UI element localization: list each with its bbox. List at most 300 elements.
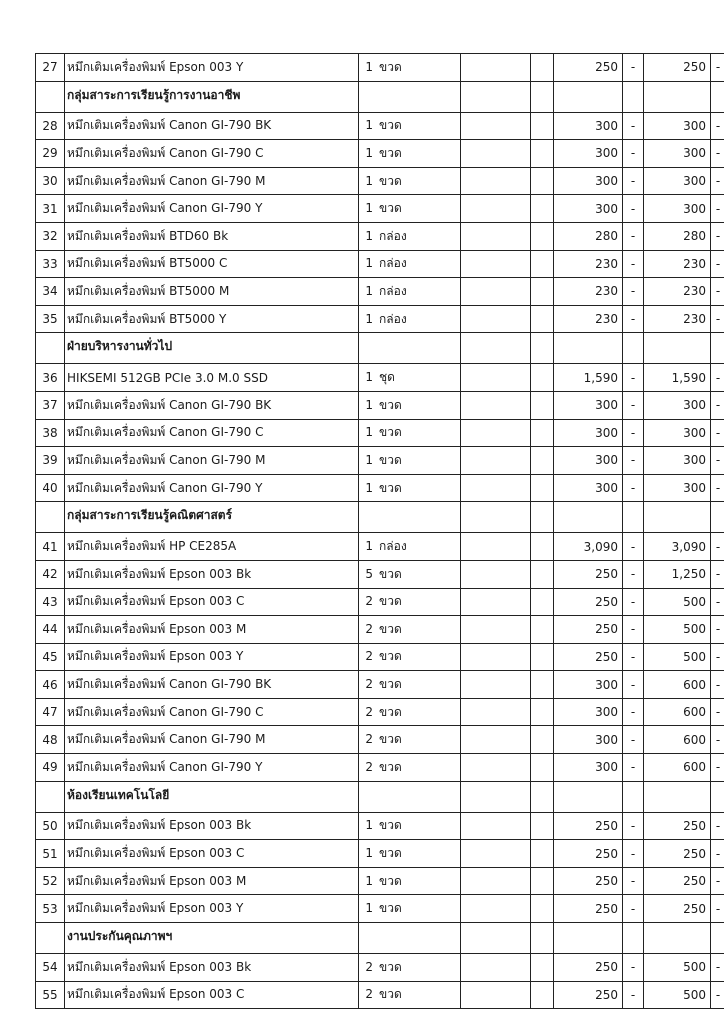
total-price: 500 <box>644 981 711 1009</box>
quantity-value: 1 <box>365 228 373 243</box>
unit-price-fraction: - <box>623 474 644 502</box>
quantity-unit: ขวด <box>379 818 402 833</box>
quantity-cell <box>359 671 461 699</box>
table-row <box>36 954 724 982</box>
table-row <box>36 560 724 588</box>
quantity-cell <box>359 560 461 588</box>
table-row <box>36 812 724 840</box>
quantity-cell <box>359 333 461 364</box>
quantity-value: 1 <box>365 397 373 412</box>
row-number: 37 <box>36 391 65 419</box>
unit-price-fraction: - <box>623 112 644 140</box>
unit-price-cell <box>554 781 623 812</box>
total-price-fraction: - <box>711 112 724 140</box>
quantity-unit: ขวด <box>379 759 402 774</box>
row-number: 50 <box>36 812 65 840</box>
unit-price-fraction: - <box>623 954 644 982</box>
section-heading-row <box>36 781 724 812</box>
total-price-fraction: - <box>711 278 724 306</box>
unit-price: 230 <box>554 278 623 306</box>
blank-cell <box>531 981 554 1009</box>
unit-price-fraction: - <box>623 533 644 561</box>
total-price: 500 <box>644 954 711 982</box>
unit-price: 300 <box>554 419 623 447</box>
unit-price-fraction: - <box>623 812 644 840</box>
item-description: หมึกเติมเครื่องพิมพ์ Canon GI-790 Y <box>65 754 359 782</box>
total-price-fraction: - <box>711 671 724 699</box>
total-price-fraction: - <box>711 364 724 392</box>
table-row <box>36 643 724 671</box>
quantity-value: 1 <box>365 452 373 467</box>
blank-cell <box>461 222 531 250</box>
blank-cell <box>461 140 531 168</box>
row-number: 52 <box>36 867 65 895</box>
section-heading-label: งานประกันคุณภาพฯ <box>65 923 359 954</box>
item-description: หมึกเติมเครื่องพิมพ์ Canon GI-790 C <box>65 419 359 447</box>
total-price-fraction: - <box>711 167 724 195</box>
unit-price: 250 <box>554 588 623 616</box>
quantity-cell <box>359 616 461 644</box>
blank-cell <box>461 923 531 954</box>
row-number: 54 <box>36 954 65 982</box>
unit-price-fraction-cell <box>623 923 644 954</box>
blank-cell <box>531 278 554 306</box>
section-heading-label: ฝ่ายบริหารงานทั่วไป <box>65 333 359 364</box>
item-description: หมึกเติมเครื่องพิมพ์ Epson 003 Bk <box>65 812 359 840</box>
table-row <box>36 250 724 278</box>
blank-cell <box>461 643 531 671</box>
item-description: หมึกเติมเครื่องพิมพ์ BT5000 M <box>65 278 359 306</box>
quantity-unit: ขวด <box>379 425 402 440</box>
quantity-value: 1 <box>365 311 373 326</box>
blank-cell <box>531 954 554 982</box>
quantity-value: 2 <box>365 649 373 664</box>
row-number: 31 <box>36 195 65 223</box>
blank-cell <box>531 447 554 475</box>
quantity-cell <box>359 167 461 195</box>
table-row <box>36 222 724 250</box>
row-number-cell <box>36 502 65 533</box>
blank-cell <box>531 419 554 447</box>
unit-price: 300 <box>554 140 623 168</box>
row-number: 32 <box>36 222 65 250</box>
quantity-cell <box>359 250 461 278</box>
unit-price: 250 <box>554 840 623 868</box>
row-number: 39 <box>36 447 65 475</box>
item-description: หมึกเติมเครื่องพิมพ์ Epson 003 C <box>65 840 359 868</box>
item-description: หมึกเติมเครื่องพิมพ์ Epson 003 Bk <box>65 560 359 588</box>
blank-cell <box>531 533 554 561</box>
row-number: 35 <box>36 305 65 333</box>
blank-cell <box>461 474 531 502</box>
total-price-fraction: - <box>711 840 724 868</box>
quantity-value: 2 <box>365 759 373 774</box>
blank-cell <box>461 895 531 923</box>
row-number: 27 <box>36 54 65 82</box>
unit-price-fraction: - <box>623 671 644 699</box>
row-number: 34 <box>36 278 65 306</box>
quantity-value: 1 <box>365 901 373 916</box>
unit-price-fraction-cell <box>623 333 644 364</box>
unit-price: 250 <box>554 54 623 82</box>
unit-price: 300 <box>554 726 623 754</box>
quantity-value: 1 <box>365 256 373 271</box>
table-row <box>36 447 724 475</box>
quantity-unit: ขวด <box>379 480 402 495</box>
quantity-unit: กล่อง <box>379 228 407 243</box>
section-heading-row <box>36 333 724 364</box>
unit-price: 300 <box>554 754 623 782</box>
unit-price-fraction: - <box>623 140 644 168</box>
table-row <box>36 474 724 502</box>
blank-cell <box>531 560 554 588</box>
section-heading-row <box>36 923 724 954</box>
table-row <box>36 112 724 140</box>
table-row <box>36 305 724 333</box>
item-description: หมึกเติมเครื่องพิมพ์ Canon GI-790 BK <box>65 112 359 140</box>
blank-cell <box>531 867 554 895</box>
table-row <box>36 140 724 168</box>
blank-cell <box>531 698 554 726</box>
row-number: 42 <box>36 560 65 588</box>
unit-price-fraction: - <box>623 588 644 616</box>
total-price-cell <box>644 502 711 533</box>
item-description: หมึกเติมเครื่องพิมพ์ Epson 003 Y <box>65 54 359 82</box>
table-row <box>36 726 724 754</box>
total-price-fraction: - <box>711 895 724 923</box>
row-number: 48 <box>36 726 65 754</box>
total-price-fraction: - <box>711 698 724 726</box>
quantity-value: 1 <box>365 480 373 495</box>
blank-cell <box>531 754 554 782</box>
blank-cell <box>461 250 531 278</box>
total-price-cell <box>644 781 711 812</box>
item-description: หมึกเติมเครื่องพิมพ์ Epson 003 Bk <box>65 954 359 982</box>
blank-cell <box>531 305 554 333</box>
table-row <box>36 167 724 195</box>
total-price-fraction: - <box>711 867 724 895</box>
unit-price-fraction: - <box>623 840 644 868</box>
quantity-cell <box>359 895 461 923</box>
total-price-fraction-cell <box>711 81 724 112</box>
quantity-unit: ขวด <box>379 397 402 412</box>
blank-cell <box>461 698 531 726</box>
row-number: 53 <box>36 895 65 923</box>
table-row <box>36 616 724 644</box>
quantity-cell <box>359 364 461 392</box>
quantity-value: 1 <box>365 818 373 833</box>
quantity-value: 2 <box>365 621 373 636</box>
quantity-unit: ขวด <box>379 566 402 581</box>
unit-price: 250 <box>554 812 623 840</box>
total-price: 1,590 <box>644 364 711 392</box>
unit-price-fraction: - <box>623 364 644 392</box>
item-description: หมึกเติมเครื่องพิมพ์ Epson 003 M <box>65 867 359 895</box>
total-price-fraction: - <box>711 533 724 561</box>
table-row <box>36 54 724 82</box>
blank-cell <box>461 726 531 754</box>
blank-cell <box>461 616 531 644</box>
blank-cell <box>461 981 531 1009</box>
unit-price-cell <box>554 923 623 954</box>
quantity-cell <box>359 195 461 223</box>
quantity-value: 2 <box>365 987 373 1002</box>
total-price-fraction: - <box>711 391 724 419</box>
quantity-unit: ขวด <box>379 201 402 216</box>
unit-price-fraction: - <box>623 698 644 726</box>
blank-cell <box>531 895 554 923</box>
unit-price-fraction-cell <box>623 502 644 533</box>
blank-cell <box>461 364 531 392</box>
unit-price: 250 <box>554 616 623 644</box>
total-price-fraction-cell <box>711 781 724 812</box>
row-number-cell <box>36 923 65 954</box>
quantity-cell <box>359 140 461 168</box>
quantity-value: 2 <box>365 732 373 747</box>
total-price-fraction: - <box>711 726 724 754</box>
item-description: หมึกเติมเครื่องพิมพ์ Canon GI-790 BK <box>65 671 359 699</box>
quantity-value: 2 <box>365 704 373 719</box>
blank-cell <box>531 81 554 112</box>
total-price-fraction: - <box>711 447 724 475</box>
quantity-cell <box>359 698 461 726</box>
total-price: 500 <box>644 643 711 671</box>
total-price: 230 <box>644 278 711 306</box>
blank-cell <box>531 812 554 840</box>
blank-cell <box>531 923 554 954</box>
table-row <box>36 391 724 419</box>
unit-price: 300 <box>554 671 623 699</box>
quantity-unit: ขวด <box>379 118 402 133</box>
unit-price-fraction: - <box>623 643 644 671</box>
blank-cell <box>531 643 554 671</box>
blank-cell <box>461 81 531 112</box>
quantity-unit: ขวด <box>379 987 402 1002</box>
total-price: 600 <box>644 754 711 782</box>
quantity-unit: ขวด <box>379 145 402 160</box>
unit-price: 300 <box>554 447 623 475</box>
unit-price: 250 <box>554 981 623 1009</box>
total-price: 300 <box>644 419 711 447</box>
total-price-fraction: - <box>711 588 724 616</box>
total-price-fraction: - <box>711 222 724 250</box>
total-price: 300 <box>644 167 711 195</box>
table-row <box>36 840 724 868</box>
quantity-unit: ขวด <box>379 173 402 188</box>
section-heading-label: กลุ่มสาระการเรียนรู้การงานอาชีพ <box>65 81 359 112</box>
total-price-fraction: - <box>711 812 724 840</box>
blank-cell <box>461 812 531 840</box>
quantity-cell <box>359 278 461 306</box>
row-number: 41 <box>36 533 65 561</box>
quantity-cell <box>359 981 461 1009</box>
table-row <box>36 698 724 726</box>
blank-cell <box>461 278 531 306</box>
quantity-value: 1 <box>365 539 373 554</box>
total-price-cell <box>644 333 711 364</box>
total-price-fraction: - <box>711 419 724 447</box>
total-price: 300 <box>644 112 711 140</box>
table-row <box>36 895 724 923</box>
quantity-value: 1 <box>365 425 373 440</box>
row-number: 33 <box>36 250 65 278</box>
unit-price-fraction: - <box>623 616 644 644</box>
unit-price-fraction: - <box>623 895 644 923</box>
item-description: HIKSEMI 512GB PCIe 3.0 M.0 SSD <box>65 364 359 392</box>
total-price-fraction-cell <box>711 923 724 954</box>
total-price: 600 <box>644 726 711 754</box>
blank-cell <box>531 616 554 644</box>
total-price-fraction: - <box>711 981 724 1009</box>
blank-cell <box>531 726 554 754</box>
item-description: หมึกเติมเครื่องพิมพ์ Canon GI-790 M <box>65 447 359 475</box>
quantity-unit: ชุด <box>379 370 395 385</box>
item-description: หมึกเติมเครื่องพิมพ์ Epson 003 C <box>65 981 359 1009</box>
section-heading-label: กลุ่มสาระการเรียนรู้คณิตศาสตร์ <box>65 502 359 533</box>
unit-price-fraction: - <box>623 981 644 1009</box>
blank-cell <box>461 954 531 982</box>
quantity-unit: ขวด <box>379 846 402 861</box>
total-price: 1,250 <box>644 560 711 588</box>
total-price-cell <box>644 81 711 112</box>
unit-price-fraction: - <box>623 278 644 306</box>
total-price-fraction: - <box>711 954 724 982</box>
row-number: 55 <box>36 981 65 1009</box>
unit-price-fraction-cell <box>623 781 644 812</box>
total-price-fraction: - <box>711 616 724 644</box>
total-price-fraction: - <box>711 195 724 223</box>
item-description: หมึกเติมเครื่องพิมพ์ BT5000 Y <box>65 305 359 333</box>
total-price: 300 <box>644 447 711 475</box>
unit-price: 250 <box>554 560 623 588</box>
unit-price-fraction: - <box>623 419 644 447</box>
quantity-unit: กล่อง <box>379 283 407 298</box>
total-price-fraction: - <box>711 54 724 82</box>
item-description: หมึกเติมเครื่องพิมพ์ Canon GI-790 C <box>65 698 359 726</box>
blank-cell <box>461 333 531 364</box>
quantity-unit: ขวด <box>379 594 402 609</box>
quantity-cell <box>359 954 461 982</box>
quantity-value: 1 <box>365 846 373 861</box>
section-heading-label: ห้องเรียนเทคโนโลยี <box>65 781 359 812</box>
unit-price: 250 <box>554 867 623 895</box>
table-row <box>36 364 724 392</box>
unit-price-fraction: - <box>623 305 644 333</box>
total-price-fraction-cell <box>711 502 724 533</box>
quantity-unit: ขวด <box>379 704 402 719</box>
blank-cell <box>531 671 554 699</box>
blank-cell <box>461 754 531 782</box>
blank-cell <box>461 447 531 475</box>
blank-cell <box>531 140 554 168</box>
blank-cell <box>461 54 531 82</box>
unit-price: 250 <box>554 643 623 671</box>
table-row <box>36 671 724 699</box>
unit-price-cell <box>554 333 623 364</box>
table-row <box>36 419 724 447</box>
blank-cell <box>461 533 531 561</box>
quantity-cell <box>359 840 461 868</box>
blank-cell <box>531 474 554 502</box>
total-price: 280 <box>644 222 711 250</box>
total-price-fraction: - <box>711 305 724 333</box>
total-price: 500 <box>644 588 711 616</box>
unit-price-fraction: - <box>623 250 644 278</box>
quantity-unit: ขวด <box>379 649 402 664</box>
blank-cell <box>461 840 531 868</box>
quantity-unit: ขวด <box>379 873 402 888</box>
quantity-unit: กล่อง <box>379 256 407 271</box>
quantity-value: 5 <box>365 566 373 581</box>
quantity-value: 1 <box>365 370 373 385</box>
blank-cell <box>461 671 531 699</box>
row-number: 47 <box>36 698 65 726</box>
total-price: 230 <box>644 305 711 333</box>
blank-cell <box>461 867 531 895</box>
row-number: 30 <box>36 167 65 195</box>
total-price: 250 <box>644 812 711 840</box>
blank-cell <box>531 781 554 812</box>
quantity-cell <box>359 81 461 112</box>
total-price-fraction-cell <box>711 333 724 364</box>
blank-cell <box>531 364 554 392</box>
unit-price-fraction: - <box>623 195 644 223</box>
quantity-value: 1 <box>365 145 373 160</box>
total-price: 300 <box>644 140 711 168</box>
total-price: 230 <box>644 250 711 278</box>
blank-cell <box>531 167 554 195</box>
total-price: 250 <box>644 895 711 923</box>
quantity-cell <box>359 474 461 502</box>
quantity-cell <box>359 222 461 250</box>
quantity-cell <box>359 533 461 561</box>
unit-price-fraction: - <box>623 726 644 754</box>
quantity-cell <box>359 112 461 140</box>
quantity-unit: ขวด <box>379 901 402 916</box>
unit-price: 280 <box>554 222 623 250</box>
total-price: 3,090 <box>644 533 711 561</box>
blank-cell <box>531 250 554 278</box>
item-description: หมึกเติมเครื่องพิมพ์ Canon GI-790 M <box>65 167 359 195</box>
item-description: หมึกเติมเครื่องพิมพ์ BTD60 Bk <box>65 222 359 250</box>
quantity-cell <box>359 643 461 671</box>
section-heading-row <box>36 81 724 112</box>
blank-cell <box>461 781 531 812</box>
table-row <box>36 278 724 306</box>
blank-cell <box>531 333 554 364</box>
blank-cell <box>461 560 531 588</box>
unit-price-fraction-cell <box>623 81 644 112</box>
quantity-unit: กล่อง <box>379 539 407 554</box>
quantity-cell <box>359 588 461 616</box>
unit-price: 250 <box>554 895 623 923</box>
quantity-unit: ขวด <box>379 732 402 747</box>
quantity-cell <box>359 391 461 419</box>
item-description: หมึกเติมเครื่องพิมพ์ BT5000 C <box>65 250 359 278</box>
blank-cell <box>531 840 554 868</box>
unit-price-cell <box>554 81 623 112</box>
quantity-value: 2 <box>365 677 373 692</box>
unit-price-fraction: - <box>623 391 644 419</box>
total-price-fraction: - <box>711 140 724 168</box>
unit-price: 300 <box>554 167 623 195</box>
quantity-cell <box>359 781 461 812</box>
unit-price: 300 <box>554 391 623 419</box>
quantity-cell <box>359 754 461 782</box>
unit-price: 3,090 <box>554 533 623 561</box>
unit-price-cell <box>554 502 623 533</box>
section-heading-row <box>36 502 724 533</box>
